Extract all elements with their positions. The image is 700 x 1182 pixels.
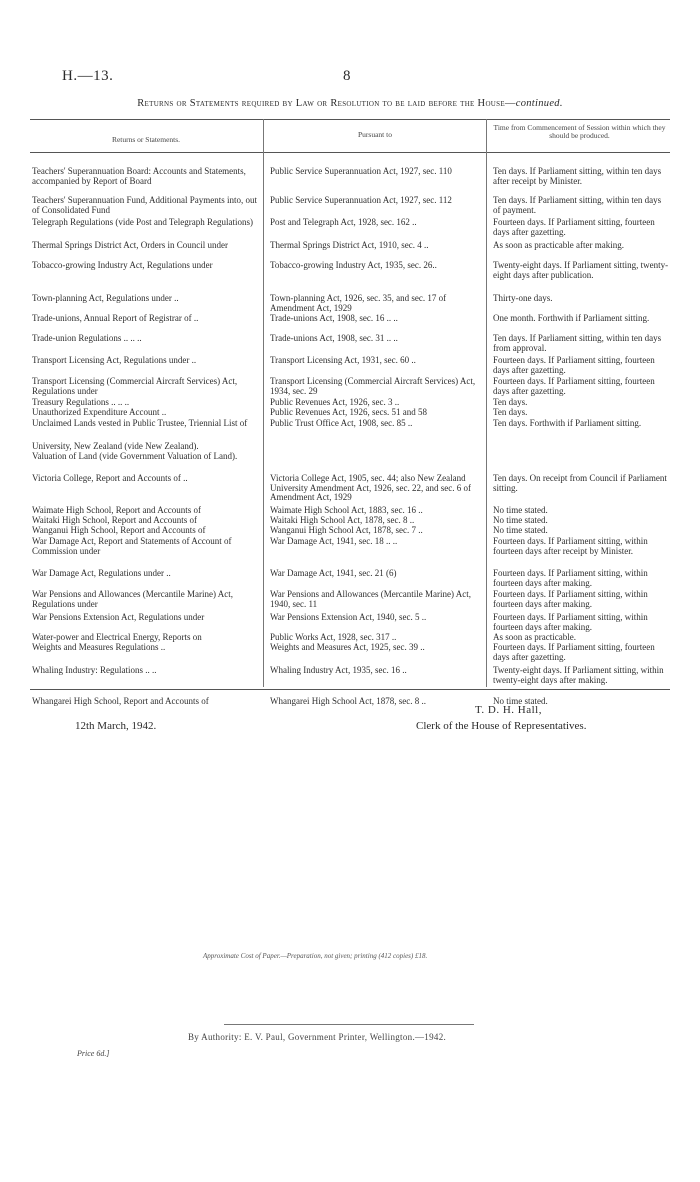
cost-note: Approximate Cost of Paper.—Preparation, not given; printing (412 copies) £18. xyxy=(203,952,428,960)
time-limit-cell: Twenty-eight days. If Parliament sitting, twenty-eight days after publication. xyxy=(493,260,669,280)
return-statement-cell: Wanganui High School, Report and Accounts of xyxy=(32,525,206,535)
time-limit-cell: No time stated. xyxy=(493,696,548,706)
authority-rule xyxy=(224,1024,474,1025)
pursuant-to-cell: Trade-unions Act, 1908, sec. 16 .. .. xyxy=(270,313,398,323)
return-statement-cell: War Damage Act, Report and Statements of Account of Commission under xyxy=(32,536,232,556)
page-title xyxy=(0,98,700,109)
return-statement-cell: Whaling Industry: Regulations .. .. xyxy=(32,665,157,675)
return-statement-cell: University, New Zealand (vide New Zealand). xyxy=(32,441,199,451)
time-limit-cell: Ten days. xyxy=(493,407,528,417)
pursuant-to-cell: Tobacco-growing Industry Act, 1935, sec. 26.. xyxy=(270,260,437,270)
pursuant-to-cell: Whangarei High School Act, 1878, sec. 8 .. xyxy=(270,696,426,706)
time-limit-cell: Fourteen days. If Parliament sitting, fourteen days after gazetting. xyxy=(493,217,655,237)
time-limit-cell: Fourteen days. If Parliament sitting, within fourteen days after making. xyxy=(493,612,648,632)
pursuant-to-cell: Town-planning Act, 1926, sec. 35, and sec. 17 of Amendment Act, 1929 xyxy=(270,293,447,313)
return-statement-cell: Town-planning Act, Regulations under .. xyxy=(32,293,179,303)
return-statement-cell: Weights and Measures Regulations .. xyxy=(32,642,166,652)
pursuant-to-cell: War Damage Act, 1941, sec. 21 (6) xyxy=(270,568,397,578)
return-statement-cell: Valuation of Land (vide Government Valuation of Land). xyxy=(32,451,238,461)
signature-name: T. D. H. Hall, xyxy=(475,704,542,716)
price-note: Price 6d.] xyxy=(77,1049,110,1058)
pursuant-to-cell: Transport Licensing Act, 1931, sec. 60 .. xyxy=(270,355,416,365)
column-header-time: Time from Commencement of Session within which they should be produced. xyxy=(493,123,666,140)
pursuant-to-cell: Whaling Industry Act, 1935, sec. 16 .. xyxy=(270,665,407,675)
return-statement-cell: Trade-unions, Annual Report of Registrar of .. xyxy=(32,313,199,323)
time-limit-cell: Thirty-one days. xyxy=(493,293,553,303)
return-statement-cell: Telegraph Regulations (vide Post and Telegraph Regulations) xyxy=(32,217,254,227)
authority-line: By Authority: E. V. Paul, Government Printer, Wellington.—1942. xyxy=(188,1032,447,1042)
pursuant-to-cell: Post and Telegraph Act, 1928, sec. 162 .. xyxy=(270,217,417,227)
return-statement-cell: Whangarei High School, Report and Accounts of xyxy=(32,696,209,706)
return-statement-cell: Trade-union Regulations .. .. .. xyxy=(32,333,142,343)
return-statement-cell: Treasury Regulations .. .. .. xyxy=(32,397,130,407)
pursuant-to-cell: Waitaki High School Act, 1878, sec. 8 .. xyxy=(270,515,415,525)
paper-reference: H.—13. xyxy=(62,68,114,84)
table-header-rule xyxy=(30,152,670,153)
pursuant-to-cell: War Pensions and Allowances (Mercantile Marine) Act, 1940, sec. 11 xyxy=(270,589,471,609)
time-limit-cell: Fourteen days. If Parliament sitting, fourteen days after gazetting. xyxy=(493,376,655,396)
pursuant-to-cell: War Damage Act, 1941, sec. 18 .. .. xyxy=(270,536,398,546)
return-statement-cell: War Damage Act, Regulations under .. xyxy=(32,568,171,578)
pursuant-to-cell: Public Works Act, 1928, sec. 317 .. xyxy=(270,632,397,642)
pursuant-to-cell: Transport Licensing (Commercial Aircraft Services) Act, 1934, sec. 29 xyxy=(270,376,476,396)
time-limit-cell: Ten days. If Parliament sitting, within ten days after receipt by Minister. xyxy=(493,166,662,186)
time-limit-cell: Fourteen days. If Parliament sitting, within fourteen days after making. xyxy=(493,568,648,588)
time-limit-cell: No time stated. xyxy=(493,505,548,515)
column-header-pursuant: Pursuant to xyxy=(358,130,392,139)
return-statement-cell: Tobacco-growing Industry Act, Regulations under xyxy=(32,260,213,270)
pursuant-to-cell: Waimate High School Act, 1883, sec. 16 .. xyxy=(270,505,423,515)
time-limit-cell: Ten days. xyxy=(493,397,528,407)
pursuant-to-cell: Public Service Superannuation Act, 1927, sec. 110 xyxy=(270,166,452,176)
pursuant-to-cell: Thermal Springs District Act, 1910, sec. 4 .. xyxy=(270,240,429,250)
pursuant-to-cell: Public Trust Office Act, 1908, sec. 85 .. xyxy=(270,418,413,428)
time-limit-cell: Fourteen days. If Parliament sitting, within fourteen days after making. xyxy=(493,589,648,609)
return-statement-cell: Thermal Springs District Act, Orders in Council under xyxy=(32,240,228,250)
column-header-returns: Returns or Statements. xyxy=(111,135,181,144)
time-limit-cell: Fourteen days. If Parliament sitting, fourteen days after gazetting. xyxy=(493,355,655,375)
return-statement-cell: War Pensions Extension Act, Regulations under xyxy=(32,612,205,622)
return-statement-cell: Unauthorized Expenditure Account .. xyxy=(32,407,167,417)
pursuant-to-cell: Wanganui High School Act, 1878, sec. 7 .. xyxy=(270,525,423,535)
return-statement-cell: Victoria College, Report and Accounts of .. xyxy=(32,473,188,483)
signature-role: Clerk of the House of Representatives. xyxy=(416,720,587,732)
time-limit-cell: Fourteen days. If Parliament sitting, within fourteen days after receipt by Minister. xyxy=(493,536,648,556)
return-statement-cell: Transport Licensing Act, Regulations under .. xyxy=(32,355,197,365)
return-statement-cell: Waitaki High School, Report and Accounts of xyxy=(32,515,197,525)
return-statement-cell: Teachers' Superannuation Board: Accounts and Statements, accompanied by Report of Board xyxy=(32,166,246,186)
time-limit-cell: No time stated. xyxy=(493,525,548,535)
return-statement-cell: Transport Licensing (Commercial Aircraft Services) Act, Regulations under xyxy=(32,376,238,396)
pursuant-to-cell: Victoria College Act, 1905, sec. 44; also New Zealand University Amendment Act, 1926, sec. 22, and sec. 6 of Amendment Act, 1929 xyxy=(270,473,471,503)
pursuant-to-cell: Weights and Measures Act, 1925, sec. 39 .. xyxy=(270,642,425,652)
column-divider-2 xyxy=(486,119,487,687)
pursuant-to-cell: Public Revenues Act, 1926, secs. 51 and 58 xyxy=(270,407,427,417)
pursuant-to-cell: Public Revenues Act, 1926, sec. 3 .. xyxy=(270,397,400,407)
time-limit-cell: No time stated. xyxy=(493,515,548,525)
return-statement-cell: Waimate High School, Report and Accounts of xyxy=(32,505,201,515)
return-statement-cell: Unclaimed Lands vested in Public Trustee, Triennial List of xyxy=(32,418,248,428)
table-bottom-rule xyxy=(30,689,670,690)
time-limit-cell: Ten days. If Parliament sitting, within ten days of payment. xyxy=(493,195,662,215)
pursuant-to-cell: Public Service Superannuation Act, 1927, sec. 112 xyxy=(270,195,452,205)
table-top-rule xyxy=(30,119,670,120)
time-limit-cell: Ten days. Forthwith if Parliament sitting. xyxy=(493,418,642,428)
title-suffix: continued. xyxy=(515,98,563,109)
time-limit-cell: As soon as practicable. xyxy=(493,632,576,642)
return-statement-cell: Water-power and Electrical Energy, Reports on xyxy=(32,632,202,642)
time-limit-cell: Twenty-eight days. If Parliament sitting, within twenty-eight days after making. xyxy=(493,665,664,685)
time-limit-cell: As soon as practicable after making. xyxy=(493,240,624,250)
time-limit-cell: Fourteen days. If Parliament sitting, fourteen days after gazetting. xyxy=(493,642,655,662)
pursuant-to-cell: War Pensions Extension Act, 1940, sec. 5 .. xyxy=(270,612,427,622)
page-number: 8 xyxy=(343,68,351,84)
time-limit-cell: Ten days. If Parliament sitting, within ten days from approval. xyxy=(493,333,662,353)
column-divider-1 xyxy=(263,119,264,687)
time-limit-cell: One month. Forthwith if Parliament sitting. xyxy=(493,313,650,323)
title-main: Returns or Statements required by Law or Resolution to be laid before the House— xyxy=(137,98,516,109)
signature-date: 12th March, 1942. xyxy=(75,720,157,732)
return-statement-cell: War Pensions and Allowances (Mercantile Marine) Act, Regulations under xyxy=(32,589,233,609)
pursuant-to-cell: Trade-unions Act, 1908, sec. 31 .. .. xyxy=(270,333,398,343)
return-statement-cell: Teachers' Superannuation Fund, Additional Payments into, out of Consolidated Fund xyxy=(32,195,257,215)
time-limit-cell: Ten days. On receipt from Council if Parliament sitting. xyxy=(493,473,667,493)
